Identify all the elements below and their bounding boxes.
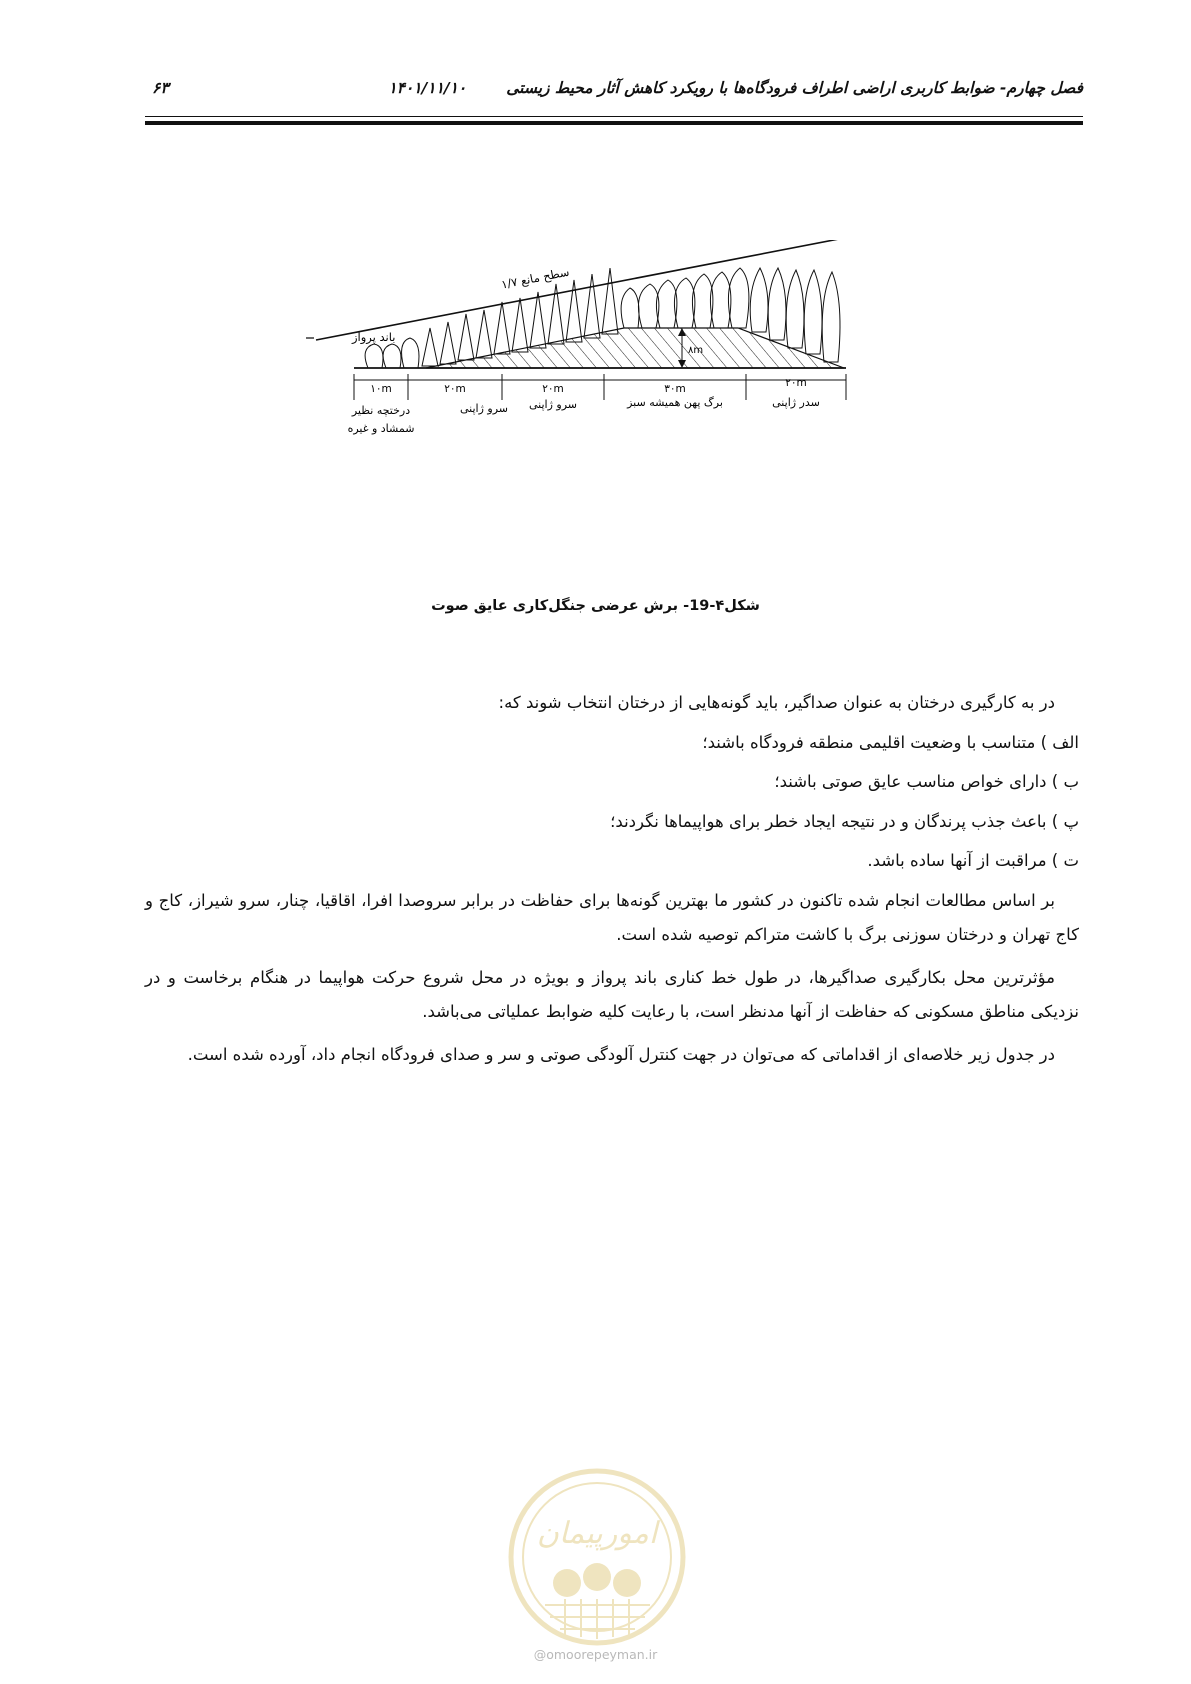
watermark-url: @omoorepeyman.ir bbox=[533, 1647, 658, 1662]
chapter-title: فصل چهارم- ضوابط کاربری اراضی اطراف فرودگاه‌ها با رویکرد کاهش آثار محیط زیستی bbox=[506, 79, 1083, 97]
segment-width-2: ۲۰m bbox=[444, 383, 466, 395]
species-paragraph: بر اساس مطالعات انجام شده تاکنون در کشور ما بهترین گونه‌ها برای حفاظت در برابر سروصدا افرا، اقاقیا، چنار، سرو شیراز، کاج و کاج تهران و درختان سوزنی برگ با کاشت متراکم توصیه شده است. bbox=[145, 890, 1079, 944]
figure-caption: شکل۴-19- برش عرضی جنگل‌کاری عایق صوت bbox=[431, 598, 760, 614]
segment-width-5: ۲۰m bbox=[785, 377, 807, 389]
placement-paragraph: مؤثرترین محل بکارگیری صداگیرها، در طول خط کناری باند پرواز و بویژه در محل شروع حرکت هواپیما در هنگام برخاست و در نزدیکی مناطق مسکونی که حفاظت از آنها مدنظر است، با رعایت کلیه ضوابط عملیاتی می‌باشد. bbox=[145, 967, 1079, 1021]
page-header bbox=[140, 68, 1083, 108]
zone-label-cypress: سرو ژاپنی bbox=[459, 402, 509, 415]
criteria-item-a: الف ) متناسب با وضعیت اقلیمی منطقه فرودگاه باشند؛ bbox=[702, 732, 1079, 752]
segment-width-4: ۳۰m bbox=[664, 383, 686, 395]
zone-label-broadleaf: برگ پهن همیشه سبز bbox=[627, 396, 723, 409]
segment-width-1: ۱۰m bbox=[370, 383, 392, 395]
watermark-logo bbox=[505, 1465, 690, 1650]
earth-mound bbox=[426, 328, 844, 368]
table-intro-paragraph: در جدول زیر خلاصه‌ای از اقداماتی که می‌توان در جهت کنترل آلودگی صوتی و سر و صدای فرودگاه انجام داد، آورده شده است. bbox=[187, 1044, 1055, 1064]
runway-label: باند پرواز bbox=[352, 330, 396, 344]
header-rule-thick bbox=[145, 121, 1083, 125]
mound-height-label: ۸m bbox=[688, 345, 704, 356]
zone-label-shrubs-1: درختچه نظیر bbox=[351, 404, 411, 417]
zone-label-cypress-2: سرو ژاپنی bbox=[528, 398, 578, 411]
zone-label-shrubs-2: شمشاد و غیره bbox=[347, 422, 415, 435]
criteria-item-p: پ ) باعث جذب پرندگان و در نتیجه ایجاد خطر برای هواپیماها نگردند؛ bbox=[610, 811, 1079, 831]
cross-section-drawing bbox=[306, 240, 916, 480]
segment-width-3: ۲۰m bbox=[542, 383, 564, 395]
obstacle-surface-label: سطح مانع ۱/۷ bbox=[500, 264, 571, 292]
header-date: ۱۴۰۱/۱۱/۱۰ bbox=[388, 79, 467, 97]
page-number: ۶۳ bbox=[152, 79, 169, 97]
zone-label-cedar: سدر ژاپنی bbox=[772, 396, 820, 409]
intro-paragraph: در به کارگیری درختان به عنوان صداگیر، باید گونه‌هایی از درختان انتخاب شوند که: bbox=[498, 693, 1055, 712]
noise-barrier-cross-section-figure bbox=[306, 240, 916, 480]
header-rule-thin bbox=[145, 116, 1083, 117]
body-text bbox=[145, 686, 1079, 1080]
svg-text:امورپیمان: امورپیمان bbox=[536, 1516, 658, 1551]
criteria-item-t: ت ) مراقبت از آنها ساده باشد. bbox=[867, 851, 1079, 870]
criteria-item-b: ب ) دارای خواص مناسب عایق صوتی باشند؛ bbox=[774, 772, 1079, 791]
